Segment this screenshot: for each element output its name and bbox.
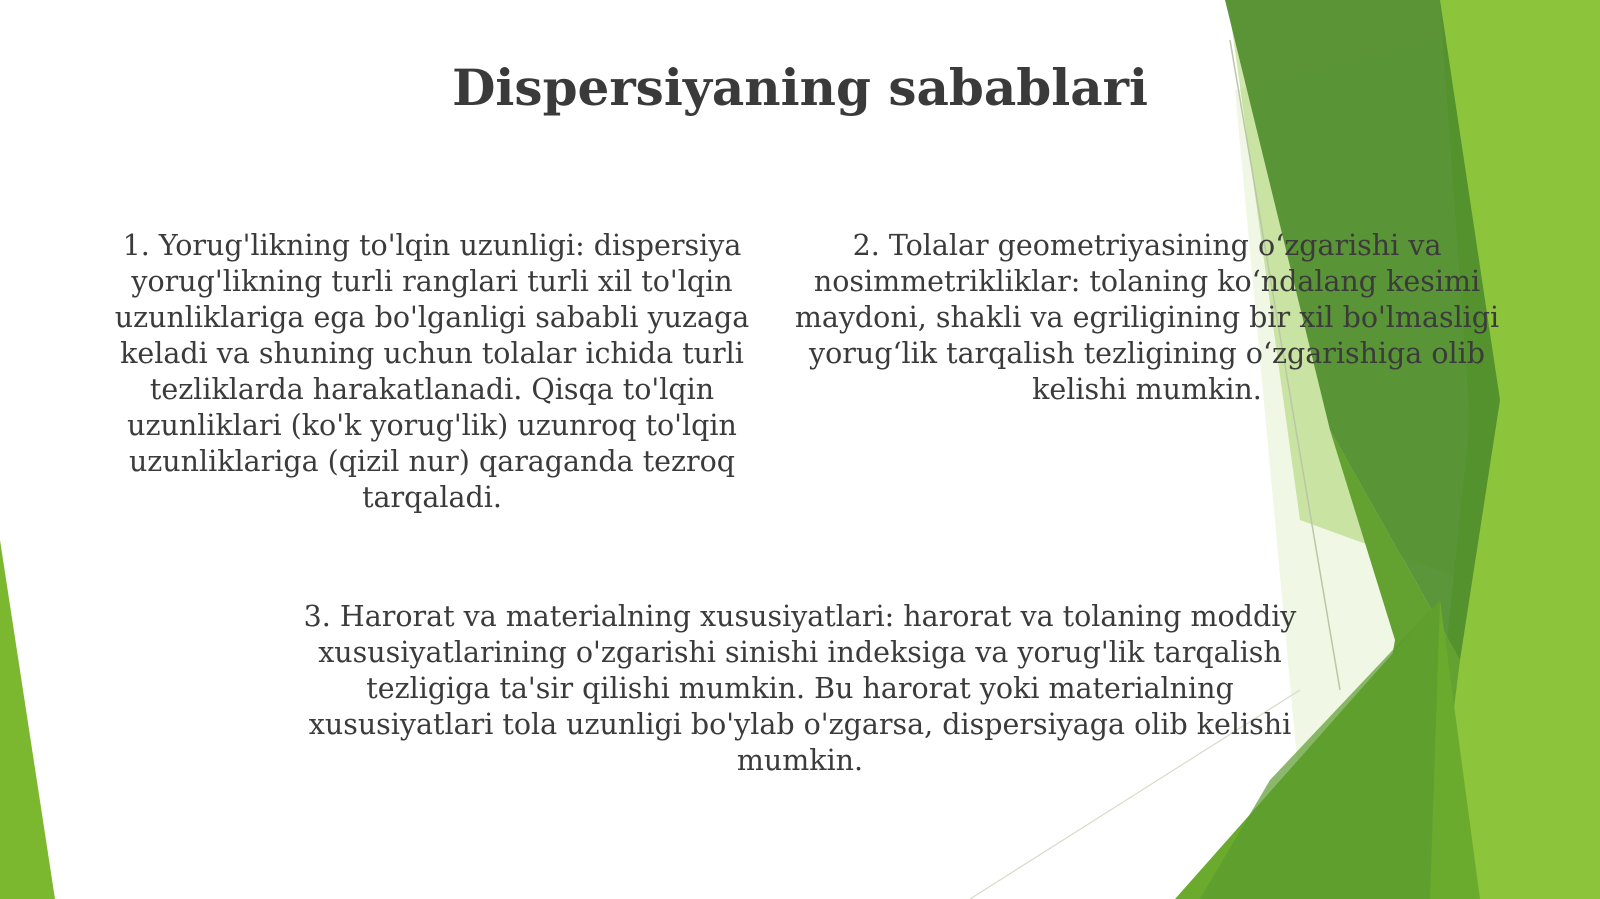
paragraph-geometry: 2. Tolalar geometriyasining o‘zgarishi va nosimmetrikliklar: tolaning ko‘ndalang kesimi maydoni, shakli va egriligining bir xil bo'lmasligi yorug‘lik tarqalish tezligining o‘zgarishiga olib kelishi mumkin. xyxy=(794,229,1500,406)
paragraph-temperature: 3. Harorat va materialning xususiyatlari: harorat va tolaning moddiy xususiyatlarining o'zgarishi sinishi indeksiga va yorug'lik tarqalish tezligiga ta'sir qilishi mumkin. Bu harorat yoki materialning xususiyatlari tola uzunligi bo'ylab o'zgarsa, dispersiyaga olib kelishi mumkin. xyxy=(303,600,1297,777)
slide-title: Dispersiyaning sabablari xyxy=(452,58,1148,117)
paragraph-wavelength: 1. Yorug'likning to'lqin uzunligi: dispersiya yorug'likning turli ranglari turli xil to'lqin uzunliklariga ega bo'lganligi sababli yuzaga keladi va shuning uchun tolalar ichida turli tezliklarda harakatlanadi. Qisqa to'lqin uzunliklari (ko'k yorug'lik) uzunroq to'lqin uzunliklariga (qizil nur) qaraganda tezroq tarqaladi. xyxy=(114,229,750,514)
left-green-stripe xyxy=(0,540,55,899)
